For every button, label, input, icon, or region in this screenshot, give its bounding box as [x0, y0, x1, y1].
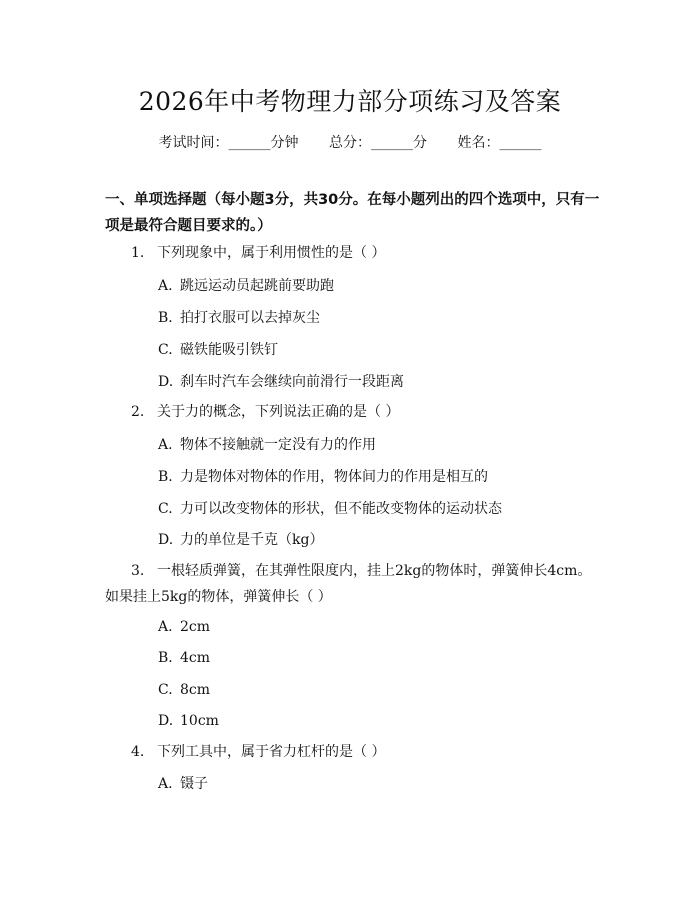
question-4 [105, 739, 600, 765]
question-number: 4. [131, 744, 145, 760]
option-text: 4cm [180, 650, 211, 666]
question-3 [105, 558, 600, 610]
option-letter: A. [158, 619, 173, 635]
option-text: 力可以改变物体的形状，但不能改变物体的运动状态 [180, 501, 502, 517]
option-4a[interactable] [158, 774, 208, 794]
option-text: 跳远运动员起跳前要助跑 [180, 278, 334, 294]
option-text: 物体不接触就一定没有力的作用 [180, 437, 376, 453]
option-letter: A. [158, 278, 173, 294]
option-1c[interactable] [158, 340, 278, 360]
option-3c[interactable] [158, 680, 210, 700]
option-1d[interactable] [158, 372, 404, 392]
option-letter: C. [158, 682, 173, 698]
option-letter: B. [158, 310, 173, 326]
option-text: 磁铁能吸引铁钉 [180, 342, 278, 358]
question-text: 一根轻质弹簧，在其弹性限度内，挂上2kg的物体时，弹簧伸长4cm。如果挂上5kg的物体，弹簧伸长（ ） [105, 563, 592, 605]
option-1a[interactable] [158, 276, 334, 296]
option-letter: B. [158, 469, 173, 485]
option-letter: D. [158, 374, 174, 390]
total-score-field: 总分：______分 [329, 135, 427, 151]
question-2 [105, 399, 600, 425]
option-3b[interactable] [158, 648, 210, 668]
option-2d[interactable] [158, 530, 323, 550]
option-letter: D. [158, 532, 174, 548]
option-letter: C. [158, 342, 173, 358]
option-text: 镊子 [180, 776, 208, 792]
option-2a[interactable] [158, 435, 376, 455]
option-text: 刹车时汽车会继续向前滑行一段距离 [180, 374, 404, 390]
option-letter: B. [158, 650, 173, 666]
option-letter: C. [158, 501, 173, 517]
option-1b[interactable] [158, 308, 320, 328]
option-text: 8cm [180, 682, 211, 698]
option-2b[interactable] [158, 467, 488, 487]
option-text: 10cm [180, 713, 219, 729]
option-2c[interactable] [158, 499, 502, 519]
option-text: 力是物体对物体的作用，物体间力的作用是相互的 [180, 469, 488, 485]
question-number: 2. [131, 404, 145, 420]
section-heading: 一、单项选择题（每小题3分，共30分。在每小题列出的四个选项中，只有一项是最符合题目要求的。） [105, 192, 600, 234]
option-letter: D. [158, 713, 174, 729]
question-text: 下列现象中，属于利用惯性的是（ ） [157, 245, 386, 261]
option-3a[interactable] [158, 617, 210, 637]
option-text: 拍打衣服可以去掉灰尘 [180, 310, 320, 326]
question-number: 1. [131, 245, 145, 261]
exam-meta [0, 132, 700, 152]
question-text: 关于力的概念，下列说法正确的是（ ） [157, 404, 400, 420]
page-title: 2026年中考物理力部分项练习及答案 [138, 87, 562, 116]
option-letter: A. [158, 437, 173, 453]
question-number: 3. [131, 563, 145, 579]
option-text: 力的单位是千克（kg） [180, 532, 324, 548]
option-3d[interactable] [158, 711, 219, 731]
question-text: 下列工具中，属于省力杠杆的是（ ） [157, 744, 386, 760]
student-name-field: 姓名：______ [457, 135, 542, 151]
option-text: 2cm [180, 619, 211, 635]
question-1 [105, 240, 600, 266]
exam-time-field: 考试时间：______分钟 [158, 135, 299, 151]
option-letter: A. [158, 776, 173, 792]
